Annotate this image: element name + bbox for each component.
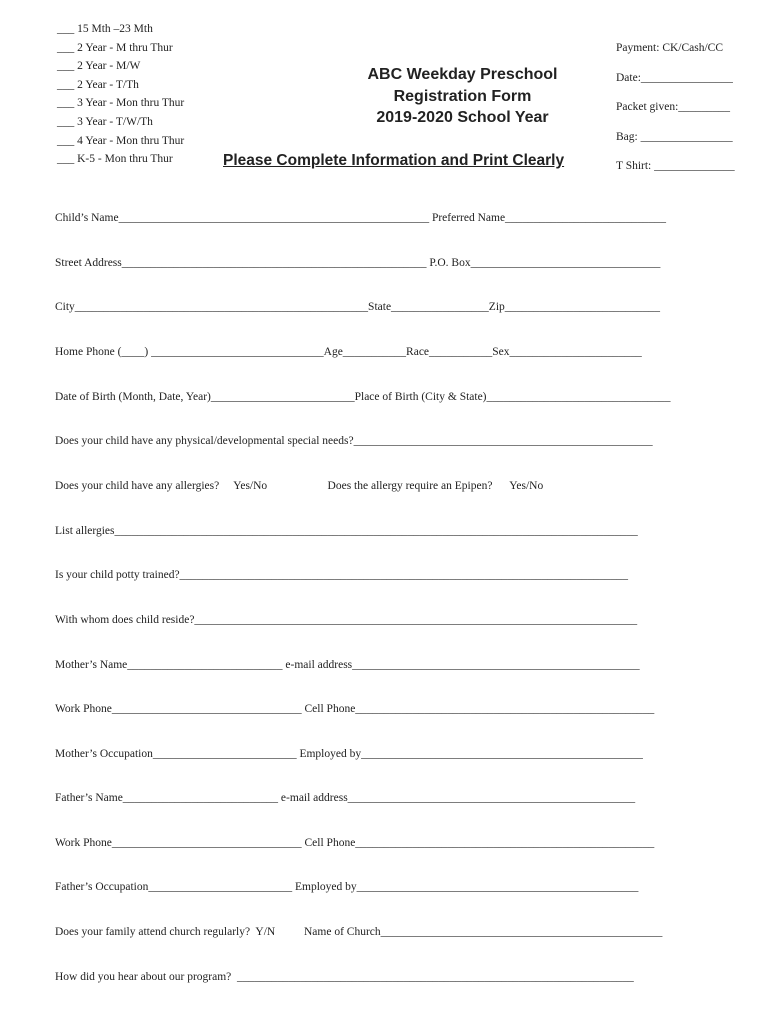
program-option: ___ 2 Year - M/W: [57, 60, 141, 73]
office-use-section: [616, 34, 735, 182]
form-field-text: Street Address_____________________________________________________ P.O. Box_________________________________: [55, 257, 661, 269]
form-field-text: Is your child potty trained?______________________________________________________________________________: [55, 569, 629, 581]
form-field-text: Father’s Occupation_________________________ Employed by_________________________________________________: [55, 881, 639, 893]
church-line: [55, 926, 662, 938]
referral-line: [55, 971, 634, 983]
form-field-text: Work Phone_________________________________ Cell Phone____________________________________________________: [55, 837, 655, 849]
home-phone-line: [55, 346, 642, 358]
form-field-text: Does your child have any physical/developmental special needs?____________________________________________________: [55, 435, 653, 447]
form-field-text: List allergies___________________________________________________________________________________________: [55, 525, 638, 537]
special-needs-line: [55, 435, 653, 447]
form-field-text: Does your child have any allergies? Yes/No Does the allergy require an Epipen? Yes/No: [55, 480, 544, 492]
form-field-text: Home Phone (____) ______________________________Age___________Race___________Sex_______________________: [55, 346, 642, 358]
list-allergies-line: [55, 525, 638, 537]
mother-phone-line: [55, 703, 654, 715]
form-field-text: City___________________________________________________State_________________Zip___________________________: [55, 301, 661, 313]
form-name: Registration Form: [393, 87, 532, 105]
program-option: ___ 3 Year - Mon thru Thur: [57, 97, 185, 110]
program-option: ___ 3 Year - T/W/Th: [57, 115, 153, 128]
program-option: ___ 2 Year - M thru Thur: [57, 41, 173, 54]
father-phone-line: [55, 837, 654, 849]
father-occupation-line: [55, 881, 638, 893]
potty-trained-line: [55, 569, 628, 581]
form-instructions: Please Complete Information and Print Clearly: [223, 152, 565, 169]
date-field: Date:________________: [616, 71, 733, 84]
mother-name-line: [55, 659, 640, 671]
program-option: ___ 15 Mth –23 Mth: [57, 23, 153, 35]
school-name: ABC Weekday Preschool: [367, 66, 558, 83]
school-year: 2019-2020 School Year: [376, 109, 549, 126]
child-name-line: [55, 212, 666, 224]
tshirt-field: T Shirt: ______________: [616, 160, 735, 173]
city-state-zip-line: [55, 301, 660, 313]
form-field-text: Mother’s Name___________________________ e-mail address__________________________________________________: [55, 659, 640, 671]
bag-field: Bag: ________________: [616, 130, 733, 143]
form-title: [270, 64, 655, 129]
form-field-text: With whom does child reside?_____________________________________________________________________________: [55, 614, 638, 626]
packet-given-field: Packet given:_________: [616, 101, 731, 114]
form-field-text: Date of Birth (Month, Date, Year)_________________________Place of Birth (City & State)________________________________: [55, 391, 671, 403]
program-option: ___ K-5 - Mon thru Thur: [57, 153, 173, 166]
father-name-line: [55, 792, 635, 804]
street-address-line: [55, 257, 660, 269]
date-of-birth-line: [55, 391, 671, 403]
form-field-text: Work Phone_________________________________ Cell Phone____________________________________________________: [55, 703, 655, 715]
program-options-list: [57, 20, 184, 169]
payment-field: Payment: CK/Cash/CC: [616, 42, 724, 54]
form-field-text: Child’s Name______________________________________________________ Preferred Name____________________________: [55, 212, 667, 224]
form-field-text: Father’s Name___________________________ e-mail address__________________________________________________: [55, 792, 636, 804]
child-resides-line: [55, 614, 637, 626]
form-field-text: Does your family attend church regularly? Y/N Name of Church_________________________________________________: [55, 926, 663, 938]
program-option: ___ 2 Year - T/Th: [57, 78, 139, 91]
allergies-question-line: [55, 480, 543, 492]
form-field-text: How did you hear about our program? _____________________________________________________________________: [55, 971, 634, 983]
mother-occupation-line: [55, 748, 643, 760]
form-field-text: Mother’s Occupation_________________________ Employed by_________________________________________________: [55, 748, 643, 760]
program-option: ___ 4 Year - Mon thru Thur: [57, 134, 185, 147]
